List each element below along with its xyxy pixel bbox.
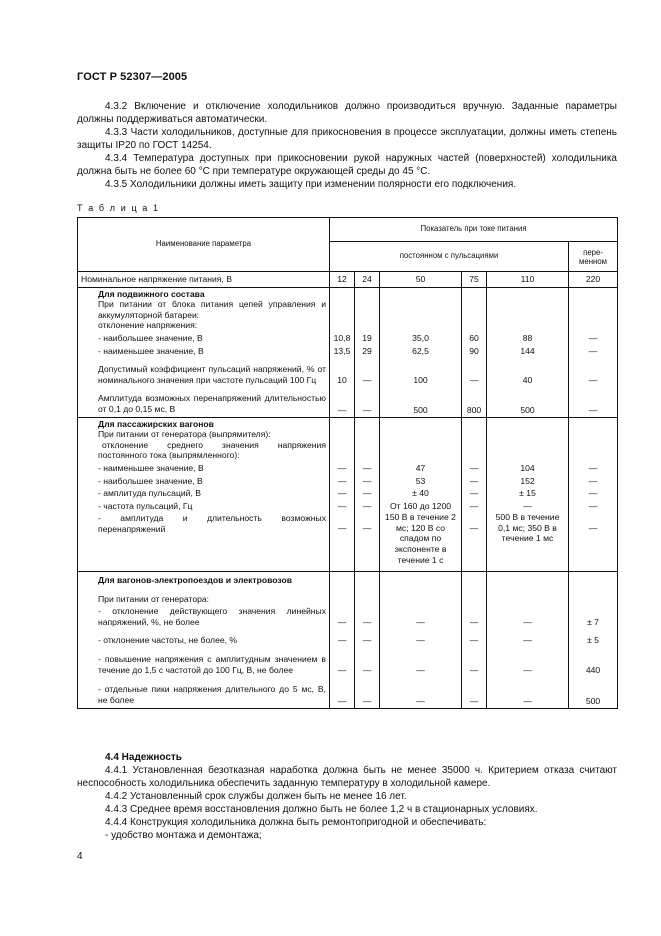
paragraph-4-3-2: 4.3.2 Включение и отключение холодильников должно производиться вручную. Заданные параметры должны поддерживаться автоматически. xyxy=(77,101,617,125)
table-cell: — xyxy=(355,676,380,708)
header-param-name: Наименование параметра xyxy=(78,218,330,272)
table-cell: 152 xyxy=(487,475,569,488)
table-cell: 500 xyxy=(569,676,618,708)
table-row xyxy=(78,272,618,288)
table-cell: — xyxy=(487,646,569,676)
table-cell: — xyxy=(380,629,462,647)
table-cell: 53 xyxy=(380,475,462,488)
table-cell: 440 xyxy=(569,646,618,676)
table-cell: — xyxy=(462,487,487,500)
table-row xyxy=(78,605,618,628)
table-cell: — xyxy=(355,357,380,386)
table-row xyxy=(78,386,618,417)
table-cell: — xyxy=(380,676,462,708)
table-cell: — xyxy=(462,462,487,475)
table-cell: — xyxy=(487,500,569,513)
table-cell: — xyxy=(462,629,487,647)
header-ac: пере-менном xyxy=(569,242,618,272)
rolling-intro: При питании от блока питания цепей управления и аккумуляторной батареи: xyxy=(98,299,326,320)
table-cell: — xyxy=(355,475,380,488)
rolling-max-label: - наибольшее значение, В xyxy=(78,332,330,345)
table-row xyxy=(78,417,618,462)
table-cell: — xyxy=(462,512,487,571)
table-cell: 10,8 xyxy=(330,332,355,345)
passenger-intro-deviation: отклонение среднего значения напряжения постоянного тока (выпрямленного): xyxy=(98,439,326,461)
nominal-75: 75 xyxy=(462,272,487,288)
table-cell: — xyxy=(330,487,355,500)
rolling-ripple-label: Допустимый коэффициент пульсаций напряжений, % от номинального значения при частоте пульсаций 100 Гц xyxy=(78,357,330,386)
table-row xyxy=(78,500,618,513)
section-heading-rolling: Для подвижного состава xyxy=(98,288,205,299)
table-cell: — xyxy=(380,605,462,628)
table-cell: 800 xyxy=(462,386,487,417)
table-cell: 47 xyxy=(380,462,462,475)
table-row xyxy=(78,629,618,647)
paragraph-4-3-4: 4.3.4 Температура доступных при прикосновении рукой наружных частей (поверхностей) холодильника должна быть не более 60 °С при температуре окружающей среды до 45 °С. xyxy=(77,153,617,177)
table-cell: — xyxy=(330,512,355,571)
table-cell: — xyxy=(462,605,487,628)
paragraph-4-3-5: 4.3.5 Холодильники должны иметь защиту при изменении полярности его подключения. xyxy=(105,179,517,190)
table-cell: — xyxy=(462,676,487,708)
rolling-surge-label: Амплитуда возможных перенапряжений длительностью от 0,1 до 0,15 мс, В xyxy=(78,386,330,417)
standard-title: ГОСТ Р 52307—2005 xyxy=(77,71,188,83)
table-row xyxy=(78,676,618,708)
table-cell: — xyxy=(355,605,380,628)
table-cell: ± 15 xyxy=(487,487,569,500)
table-cell: — xyxy=(569,512,618,571)
table-cell: — xyxy=(462,475,487,488)
table-cell: — xyxy=(330,386,355,417)
table-cell: — xyxy=(487,676,569,708)
header-dc-ripple: постоянном с пульсациями xyxy=(330,242,569,272)
table-cell: 10 xyxy=(330,357,355,386)
table-cell: — xyxy=(462,500,487,513)
table-cell: 100 xyxy=(380,357,462,386)
table-cell: — xyxy=(569,386,618,417)
electric-dev-label: - отклонение действующего значения линейных напряжений, %, не более xyxy=(78,605,330,628)
table-cell: ± 7 xyxy=(569,605,618,628)
table-cell: — xyxy=(330,676,355,708)
table-cell: 88 xyxy=(487,332,569,345)
passenger-min-label: - наименьшее значение, В xyxy=(78,462,330,475)
table-cell: 90 xyxy=(462,345,487,358)
passenger-freq-label: - частота пульсаций, Гц xyxy=(78,500,330,513)
table-cell: — xyxy=(380,646,462,676)
section-heading-passenger: Для пассажирских вагонов xyxy=(98,418,214,429)
table-cell: 104 xyxy=(487,462,569,475)
table-cell: — xyxy=(330,646,355,676)
table-cell: — xyxy=(355,386,380,417)
table-cell: 500 В в течение 0,1 мс; 350 В в течение 1 мс xyxy=(487,512,569,571)
table-cell: 60 xyxy=(462,332,487,345)
table-cell: 144 xyxy=(487,345,569,358)
nominal-12: 12 xyxy=(330,272,355,288)
passenger-intro: При питании от генератора (выпрямителя): xyxy=(98,429,271,440)
electric-intro: При питании от генератора: xyxy=(98,593,210,604)
table-row xyxy=(78,462,618,475)
table-cell: — xyxy=(355,646,380,676)
table-cell: — xyxy=(330,475,355,488)
table-cell: 35,0 xyxy=(380,332,462,345)
table-row xyxy=(78,475,618,488)
table-row xyxy=(78,487,618,500)
section-heading-reliability: 4.4 Надежность xyxy=(105,752,182,763)
table-cell: 13,5 xyxy=(330,345,355,358)
nominal-24: 24 xyxy=(355,272,380,288)
table-cell: — xyxy=(487,605,569,628)
table-cell: ± 5 xyxy=(569,629,618,647)
table-row xyxy=(78,512,618,571)
table-row xyxy=(78,332,618,345)
nominal-220: 220 xyxy=(569,272,618,288)
rolling-min-label: - наименьшее значение, В xyxy=(78,345,330,358)
table-cell: — xyxy=(355,487,380,500)
table-cell: 500 xyxy=(380,386,462,417)
table-cell: — xyxy=(355,629,380,647)
table-cell: — xyxy=(569,332,618,345)
section-heading-electric: Для вагонов-электропоездов и электровозов xyxy=(98,575,292,586)
table-row xyxy=(78,357,618,386)
table-cell: — xyxy=(330,462,355,475)
page-number: 4 xyxy=(77,851,83,862)
paragraph-4-3-3: 4.3.3 Части холодильников, доступные для прикосновения в процессе эксплуатации, должны иметь степень защиты IP20 по ГОСТ 14254. xyxy=(77,127,617,151)
electric-freq-label: - отклонение частоты, не более, % xyxy=(78,629,330,647)
table-cell: — xyxy=(569,345,618,358)
table-cell: 40 xyxy=(487,357,569,386)
table-cell: — xyxy=(569,462,618,475)
nominal-110: 110 xyxy=(487,272,569,288)
passenger-ripple-label: - амплитуда пульсаций, В xyxy=(78,487,330,500)
table-cell: 500 xyxy=(487,386,569,417)
paragraph-list-item: - удобство монтажа и демонтажа; xyxy=(105,830,262,841)
table-row xyxy=(78,345,618,358)
table-cell: 62,5 xyxy=(380,345,462,358)
table-cell: — xyxy=(330,500,355,513)
table-cell: ± 40 xyxy=(380,487,462,500)
passenger-max-label: - наибольшее значение, В xyxy=(78,475,330,488)
table-row xyxy=(78,646,618,676)
table-cell: 150 В в течение 2 мс; 120 В со спадом по экспоненте в течение 1 с xyxy=(380,512,462,571)
table-cell: — xyxy=(569,487,618,500)
table-cell: — xyxy=(569,475,618,488)
header-indicator: Показатель при токе питания xyxy=(330,218,618,242)
table-cell: 19 xyxy=(355,332,380,345)
table-cell: — xyxy=(355,462,380,475)
nominal-50: 50 xyxy=(380,272,462,288)
table-cell: От 160 до 1200 xyxy=(380,500,462,513)
table-row xyxy=(78,572,618,606)
table-cell: — xyxy=(330,629,355,647)
electric-rise-label: - повышение напряжения с амплитудным значением в течение до 1,5 с частотой до 100 Гц, В, не более xyxy=(78,646,330,676)
electric-peak-label: - отдельные пики напряжения длительного до 5 мс, В, не более xyxy=(78,676,330,708)
paragraph-4-4-2: 4.4.2 Установленный срок службы должен быть не менее 16 лет. xyxy=(105,791,407,802)
table-cell: — xyxy=(569,357,618,386)
paragraph-4-4-3: 4.4.3 Среднее время восстановления должно быть не более 1,2 ч в стационарных условиях. xyxy=(105,804,538,815)
table-cell: — xyxy=(569,500,618,513)
table-cell: 29 xyxy=(355,345,380,358)
table-cell: — xyxy=(330,605,355,628)
paragraph-4-4-1: 4.4.1 Установленная безотказная наработка должна быть не менее 35000 ч. Критерием отказа считают неспособность холодильника обеспечить заданную температуру в холодильной камере. xyxy=(77,765,617,789)
table-label: Т а б л и ц а 1 xyxy=(77,203,160,213)
passenger-surge-label: - амплитуда и длительность возможных перенапряжений xyxy=(78,512,330,571)
parameters-table xyxy=(77,217,618,709)
table-cell: — xyxy=(462,357,487,386)
table-cell: — xyxy=(355,512,380,571)
rolling-intro-deviation: отклонение напряжения: xyxy=(98,320,198,331)
nominal-label: Номинальное напряжение питания, В xyxy=(78,272,330,288)
paragraph-4-4-4: 4.4.4 Конструкция холодильника должна быть ремонтопригодной и обеспечивать: xyxy=(105,817,487,828)
table-cell: — xyxy=(487,629,569,647)
table-cell: — xyxy=(462,646,487,676)
table-cell: — xyxy=(355,500,380,513)
table-row xyxy=(78,287,618,332)
